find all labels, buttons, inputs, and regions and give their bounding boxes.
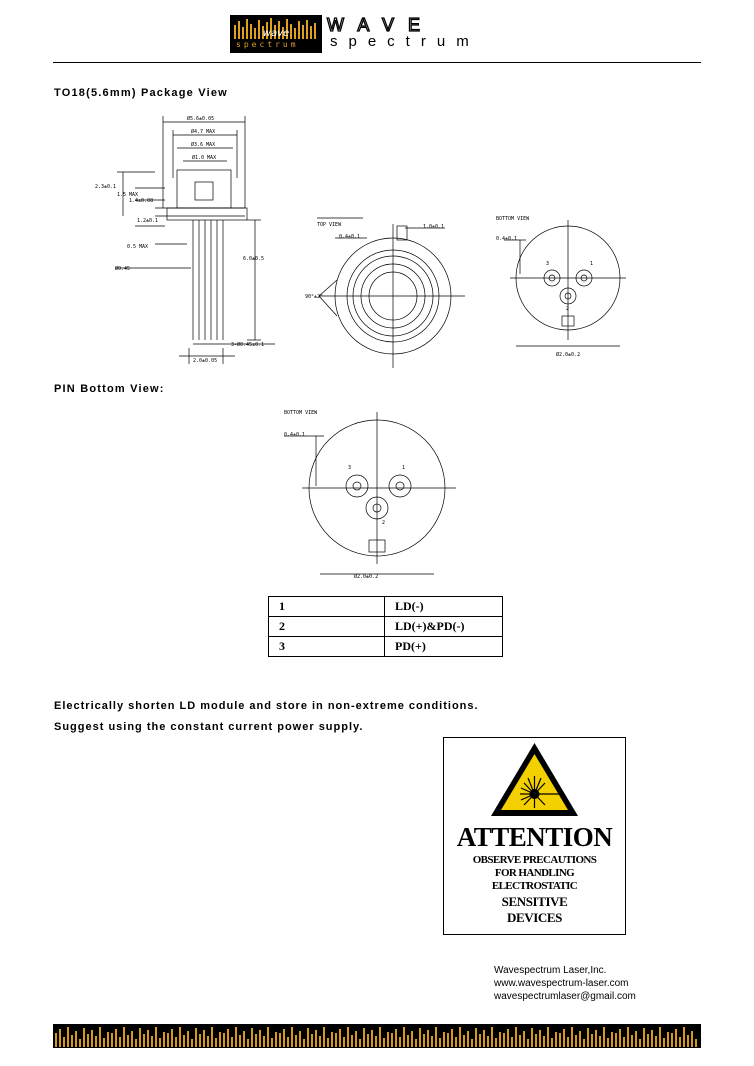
svg-text:1.5 MAX: 1.5 MAX [117, 192, 139, 198]
svg-text:2.3±0.1: 2.3±0.1 [95, 184, 117, 190]
power-note: Suggest using the constant current power supply. [54, 721, 364, 733]
esd-warning-box [443, 737, 626, 935]
svg-text:Ø3.6 MAX: Ø3.6 MAX [191, 142, 216, 148]
svg-text:0.4±0.1: 0.4±0.1 [284, 432, 306, 438]
package-view-title: TO18(5.6mm) Package View [54, 87, 228, 99]
bottom-view-drawing-small [492, 210, 632, 360]
table-row [269, 637, 503, 657]
pin-number: 1 [269, 597, 385, 617]
svg-text:BOTTOM VIEW: BOTTOM VIEW [496, 216, 530, 222]
svg-text:1.0±0.1: 1.0±0.1 [423, 224, 445, 230]
svg-text:3: 3 [546, 261, 550, 267]
svg-text:1: 1 [402, 465, 406, 471]
website-link[interactable]: www.wavespectrum-laser.com [494, 978, 629, 989]
svg-text:2: 2 [566, 306, 570, 312]
table-row [269, 597, 503, 617]
company-name: Wavespectrum Laser,Inc. [494, 965, 607, 976]
table-row [269, 617, 503, 637]
svg-text:2: 2 [382, 520, 386, 526]
svg-text:2.0±0.05: 2.0±0.05 [193, 358, 218, 364]
top-view-drawing [305, 210, 465, 370]
svg-text:1.2±0.1: 1.2±0.1 [137, 218, 159, 224]
brand-wordmark [325, 16, 510, 34]
svg-text:BOTTOM VIEW: BOTTOM VIEW [284, 410, 318, 416]
pin-table [268, 596, 503, 657]
svg-text:Ø2.0±0.2: Ø2.0±0.2 [354, 574, 379, 580]
svg-text:0.5 MAX: 0.5 MAX [127, 244, 149, 250]
svg-text:TOP VIEW: TOP VIEW [317, 222, 342, 228]
pin-bottom-view-drawing [284, 404, 464, 584]
pin-function: LD(+)&PD(-) [385, 617, 503, 637]
pin-number: 2 [269, 617, 385, 637]
logo-word: wave [262, 28, 290, 39]
footer-bars-decoration [53, 1024, 701, 1048]
storage-note: Electrically shorten LD module and store in non-extreme conditions. [54, 700, 479, 712]
warning-line: FOR HANDLING [494, 867, 575, 879]
attention-heading: ATTENTION [456, 822, 613, 852]
svg-text:0.4±0.1: 0.4±0.1 [339, 234, 361, 240]
svg-text:Ø1.0 MAX: Ø1.0 MAX [192, 155, 217, 161]
pin-function: LD(-) [385, 597, 503, 617]
brand-sub-text: spectrum [330, 33, 480, 50]
svg-text:3: 3 [348, 465, 352, 471]
pin-number: 3 [269, 637, 385, 657]
svg-text:1.4±0.08: 1.4±0.08 [129, 198, 154, 204]
svg-text:Ø5.6±0.05: Ø5.6±0.05 [187, 116, 215, 122]
svg-text:Ø0.45: Ø0.45 [115, 266, 131, 272]
pin-bottom-view-title: PIN Bottom View: [54, 383, 165, 395]
warning-line: ELECTROSTATIC [491, 880, 578, 892]
header-divider [53, 62, 701, 63]
email-link[interactable]: wavespectrumlaser@gmail.com [494, 991, 636, 1002]
warning-line: DEVICES [507, 910, 562, 925]
logo-sub-text: spectrum [236, 40, 299, 49]
pin-function: PD(+) [385, 637, 503, 657]
svg-text:6.0±0.5: 6.0±0.5 [243, 256, 265, 262]
svg-text:Ø2.0±0.2: Ø2.0±0.2 [556, 352, 581, 358]
svg-text:3-Ø0.45±0.1: 3-Ø0.45±0.1 [231, 342, 265, 348]
warning-line: OBSERVE PRECAUTIONS [472, 854, 597, 866]
svg-text:Ø4.7 MAX: Ø4.7 MAX [191, 129, 216, 135]
svg-text:1: 1 [590, 261, 594, 267]
svg-text:90°±2°: 90°±2° [305, 294, 324, 300]
svg-text:0.4±0.1: 0.4±0.1 [496, 236, 518, 242]
laser-warning-icon [444, 738, 625, 822]
side-view-drawing [95, 108, 285, 366]
warning-line: SENSITIVE [501, 894, 568, 909]
brand-word: WAVE [327, 16, 435, 34]
